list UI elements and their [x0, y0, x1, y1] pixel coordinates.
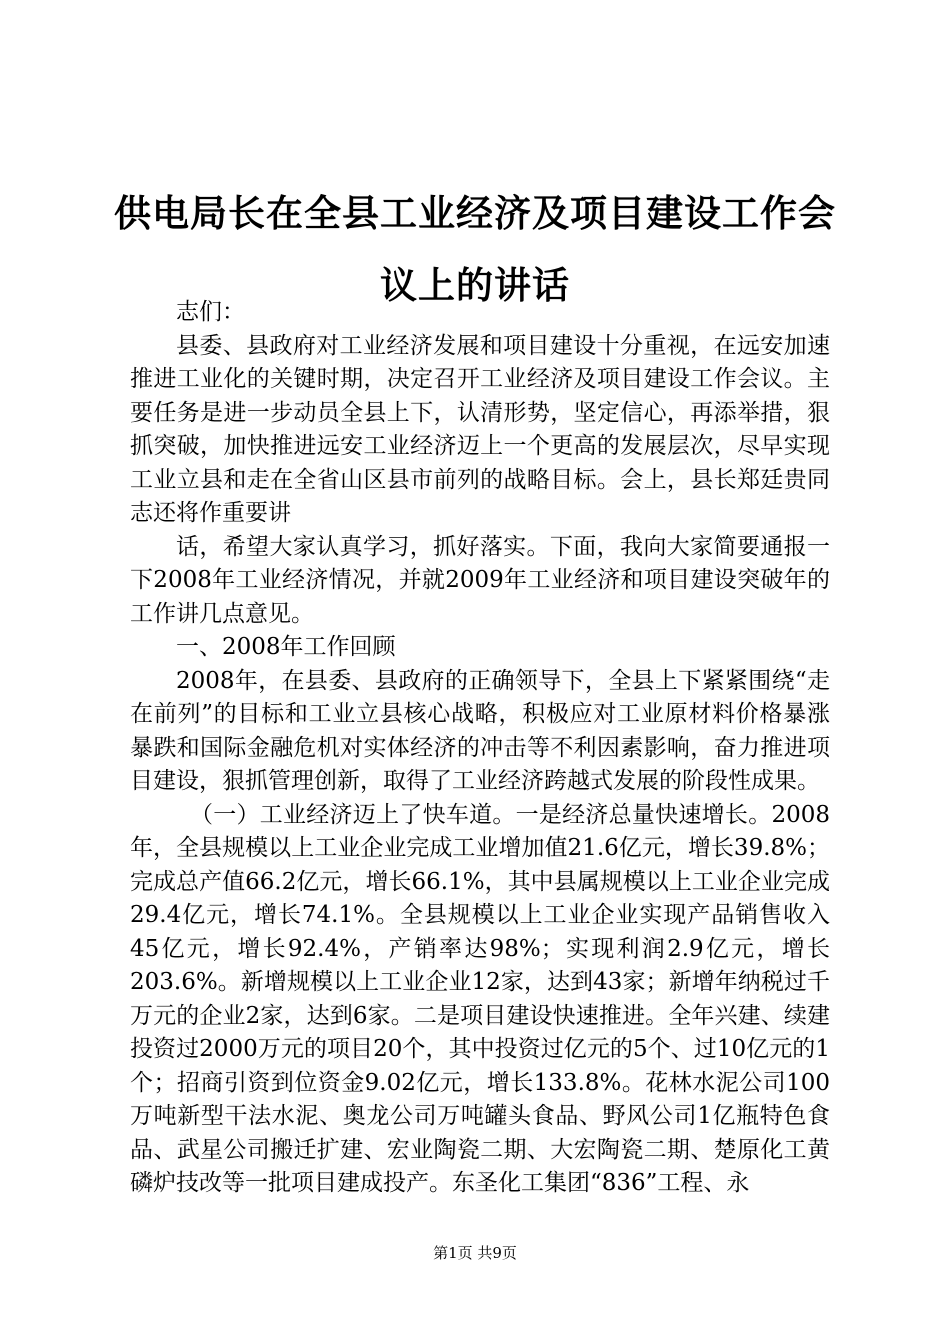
paragraph-intro: 县委、县政府对工业经济发展和项目建设十分重视，在远安加速推进工业化的关键时期，决定召开工业经济及项目建设工作会议。主要任务是进一步动员全县上下，认清形势，坚定信心，再添举措，狠抓突破，加快推进远安工业经济迈上一个更高的发展层次，尽早实现工业立县和走在全省山区县市前列的战略目标。会上，县长郑廷贵同志还将作重要讲	[130, 332, 830, 526]
document-body	[130, 296, 830, 1201]
paragraph-economy: （一）工业经济迈上了快车道。一是经济总量快速增长。2008年，全县规模以上工业企业完成工业增加值21.6亿元，增长39.8%；完成总产值66.2亿元，增长66.1%，其中县属规模以上工业企业完成29.4亿元，增长74.1%。全县规模以上工业企业实现产品销售收入45亿元，增长92.4%，产销率达98%；实现利润2.9亿元，增长203.6%。新增规模以上工业企业12家，达到43家；新增年纳税过千万元的企业2家，达到6家。二是项目建设快速推进。全年兴建、续建投资过2000万元的项目20个，其中投资过亿元的5个、过10亿元的1个；招商引资到位资金9.02亿元，增长133.8%。花林水泥公司100万吨新型干法水泥、奥龙公司万吨罐头食品、野风公司1亿瓶特色食品、武星公司搬迁扩建、宏业陶瓷二期、大宏陶瓷二期、楚原化工黄磷炉技改等一批项目建成投产。东圣化工集团“836”工程、永	[130, 801, 830, 1196]
paragraph-review: 2008年，在县委、县政府的正确领导下，全县上下紧紧围绕“走在前列”的目标和工业立县核心战略，积极应对工业原材料价格暴涨暴跌和国际金融危机对实体经济的冲击等不利因素影响，奋力推进项目建设，狠抓管理创新，取得了工业经济跨越式发展的阶段性成果。	[130, 667, 830, 794]
document-title: 供电局长在全县工业经济及项目建设工作会议上的讲话	[114, 192, 836, 307]
section-heading: 一、2008年工作回顾	[176, 634, 396, 660]
page-footer: 第1页 共9页	[433, 1244, 517, 1262]
salutation: 志们：	[176, 299, 245, 325]
paragraph-purpose: 话，希望大家认真学习，抓好落实。下面，我向大家简要通报一下2008年工业经济情况，并就2009年工业经济和项目建设突破年的工作讲几点意见。	[130, 533, 830, 627]
